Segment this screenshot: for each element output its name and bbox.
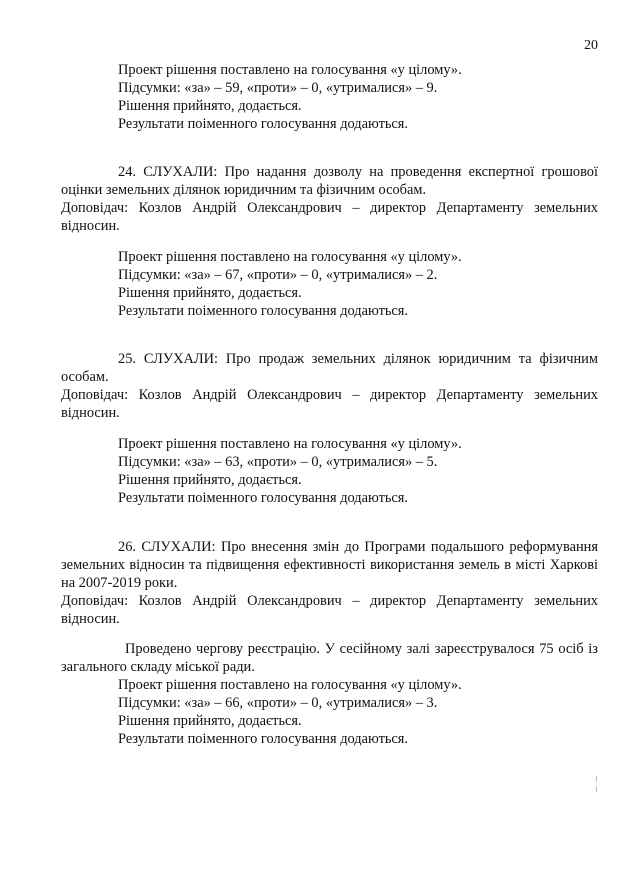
item-24-results: Підсумки: «за» – 67, «проти» – 0, «утрималися» – 2. bbox=[118, 267, 438, 283]
item-26-results: Підсумки: «за» – 66, «проти» – 0, «утрималися» – 3. bbox=[118, 695, 438, 711]
item-25-decision: Рішення прийнято, додається. bbox=[118, 472, 302, 488]
item-26-registration: Проведено чергову реєстрацію. У сесійному залі зареєструвалося 75 осіб із загального складу міської ради. bbox=[61, 641, 598, 675]
item-24-speaker: Доповідач: Козлов Андрій Олександрович – директор Департаменту земельних відносин. bbox=[61, 200, 598, 234]
item-25-roll-call: Результати поіменного голосування додаються. bbox=[118, 490, 409, 506]
item-25-speaker: Доповідач: Козлов Андрій Олександрович – директор Департаменту земельних відносин. bbox=[61, 387, 598, 421]
item-26-project: Проект рішення поставлено на голосування «у цілому». bbox=[118, 677, 462, 693]
item-24-heard: 24. СЛУХАЛИ: Про надання дозволу на проведення експертної грошової оцінки земельних ділянок юридичним та фізичним особам. bbox=[61, 164, 598, 198]
decision-line: Рішення прийнято, додається. bbox=[118, 98, 302, 114]
roll-call-line: Результати поіменного голосування додаються. bbox=[118, 116, 409, 132]
scan-mark bbox=[596, 776, 597, 782]
item-26-speaker: Доповідач: Козлов Андрій Олександрович – директор Департаменту земельних відносин. bbox=[61, 593, 598, 627]
item-26-heard: 26. СЛУХАЛИ: Про внесення змін до Програми подальшого реформування земельних відносин та підвищення ефективності використання земель в місті Харкові на 2007-2019 роки. bbox=[61, 539, 598, 591]
item-25-results: Підсумки: «за» – 63, «проти» – 0, «утрималися» – 5. bbox=[118, 454, 438, 470]
page-number: 20 bbox=[584, 38, 598, 53]
item-24-roll-call: Результати поіменного голосування додаються. bbox=[118, 303, 409, 319]
item-25-project: Проект рішення поставлено на голосування «у цілому». bbox=[118, 436, 462, 452]
item-24-decision: Рішення прийнято, додається. bbox=[118, 285, 302, 301]
item-24-project: Проект рішення поставлено на голосування «у цілому». bbox=[118, 249, 462, 265]
item-26-roll-call: Результати поіменного голосування додаються. bbox=[118, 731, 409, 747]
item-26-decision: Рішення прийнято, додається. bbox=[118, 713, 302, 729]
vote-project-line: Проект рішення поставлено на голосування «у цілому». bbox=[118, 62, 462, 78]
scan-mark bbox=[596, 786, 597, 792]
item-25-heard: 25. СЛУХАЛИ: Про продаж земельних ділянок юридичним та фізичним особам. bbox=[61, 351, 598, 385]
vote-results-line: Підсумки: «за» – 59, «проти» – 0, «утрималися» – 9. bbox=[118, 80, 438, 96]
